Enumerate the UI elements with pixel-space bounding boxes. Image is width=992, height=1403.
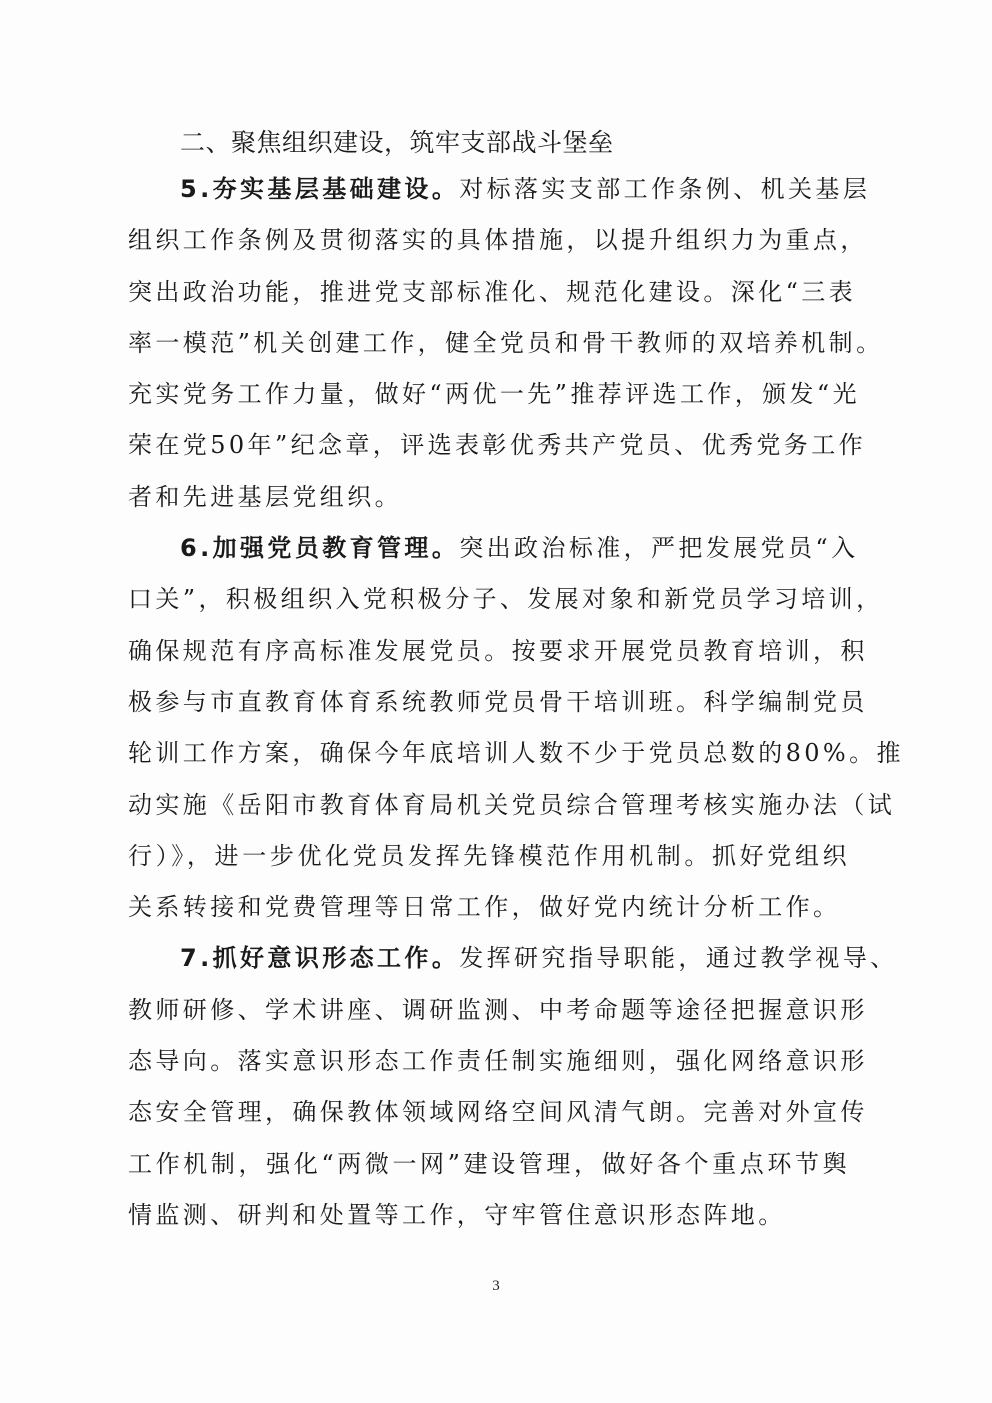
paragraph-text: 发挥研究指导职能，通过教学视导、 — [459, 944, 898, 973]
paragraph-line — [128, 164, 871, 215]
paragraph-line: 者和先进基层党组织。 — [128, 482, 402, 511]
page-number: 3 — [492, 1278, 500, 1294]
paragraph-5 — [128, 164, 884, 523]
paragraph-line: 极参与市直教育体育系统教师党员骨干培训班。科学编制党员 — [128, 687, 868, 716]
paragraph-line: 情监测、研判和处置等工作，守牢管住意识形态阵地。 — [128, 1200, 786, 1229]
paragraph-text: 对标落实支部工作条例、机关基层 — [459, 175, 871, 203]
paragraph-line: 口关”，积极组织入党积极分子、发展对象和新党员学习培训， — [128, 585, 884, 614]
paragraph-line: 轮训工作方案，确保今年底培训人数不少于党员总数的80%。推 — [128, 739, 904, 768]
paragraph-lead: 5.夯实基层基础建设。 — [180, 175, 460, 203]
paragraph-line: 教师研修、学术讲座、调研监测、中考命题等途径把握意识形 — [128, 995, 868, 1024]
paragraph-line: 态安全管理，确保教体领域网络空间风清气朗。完善对外宣传 — [128, 1098, 868, 1127]
paragraph-6 — [128, 523, 904, 933]
paragraph-line: 工作机制，强化“两微一网”建设管理，做好各个重点环节舆 — [128, 1149, 850, 1178]
paragraph-line: 荣在党50年”纪念章，评选表彰优秀共产党员、优秀党务工作 — [128, 431, 867, 460]
paragraph-line: 突出政治功能，推进党支部标准化、规范化建设。深化“三表 — [128, 277, 857, 306]
paragraph-line: 态导向。落实意识形态工作责任制实施细则，强化网络意识形 — [128, 1047, 868, 1076]
paragraph-line: 动实施《岳阳市教育体育局机关党员综合管理考核实施办法（试 — [128, 790, 896, 819]
paragraph-line: 行）》，进一步优化党员发挥先锋模范作用机制。抓好党组织 — [128, 841, 850, 870]
paragraph-line: 确保规范有序高标准发展党员。按要求开展党员教育培训，积 — [128, 636, 868, 665]
paragraph-line: 充实党务工作力量，做好“两优一先”推荐评选工作，颁发“光 — [128, 380, 861, 409]
paragraph-lead: 6.加强党员教育管理。 — [180, 534, 460, 563]
paragraph-line: 组织工作条例及贯彻落实的具体措施，以提升组织力为重点， — [128, 226, 868, 255]
paragraph-line — [128, 523, 859, 574]
paragraph-line: 关系转接和党费管理等日常工作，做好党内统计分析工作。 — [128, 893, 841, 922]
paragraph-line — [128, 933, 898, 984]
paragraph-lead: 7.抓好意识形态工作。 — [180, 944, 460, 973]
document-body — [128, 122, 904, 1241]
paragraph-line: 率一模范”机关创建工作，健全党员和骨干教师的双培养机制。 — [128, 328, 884, 357]
section-heading: 二、聚焦组织建设，筑牢支部战斗堡垒 — [180, 128, 614, 157]
paragraph-7 — [128, 933, 898, 1241]
paragraph-text: 突出政治标准，严把发展党员“入 — [459, 534, 859, 563]
